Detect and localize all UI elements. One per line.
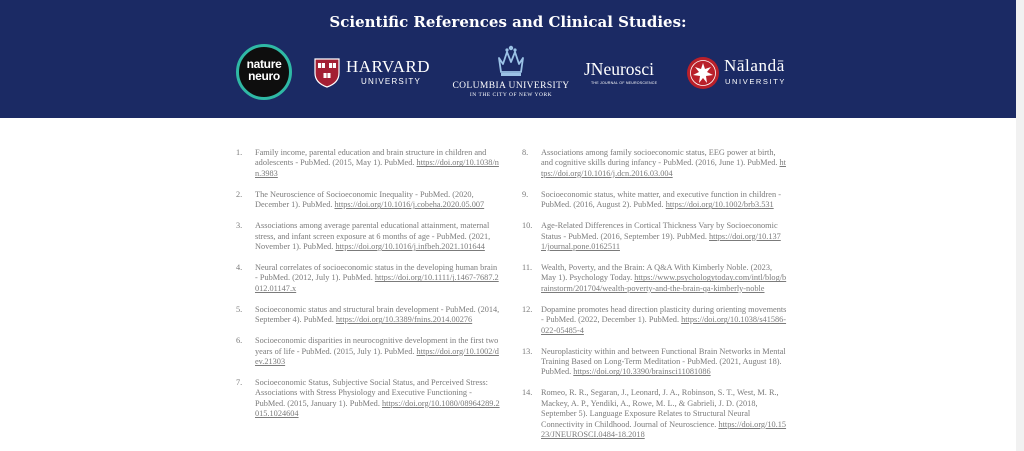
reference-list-right [522,148,787,441]
reference-text: Neural correlates of socioeconomic status in the developing human brain - PubMed. (2012, July 1). PubMed. [255,263,498,283]
harvard-sub: UNIVERSITY [361,77,422,86]
reference-item [522,305,787,336]
reference-link[interactable]: https://doi.org/10.1002/dev.21303 [255,346,499,367]
reference-number: 5. [236,304,243,314]
reference-number: 8. [522,148,529,157]
references-column-right [522,148,787,451]
reference-item [522,221,787,252]
reference-item [236,190,501,211]
reference-number: 9. [522,189,529,199]
reference-item [236,305,501,326]
harvard-logo [314,58,434,90]
reference-link[interactable]: https://doi.org/10.1080/08964289.2015.1024604 [255,398,500,419]
jneurosci-logo [584,60,670,90]
scrollbar-track[interactable] [1016,0,1024,451]
reference-item [236,378,501,420]
reference-text: Socioeconomic status and structural brain development - PubMed. (2014, September 4). PubMed. [255,304,500,325]
reference-text: Socioeconomic disparities in neurocognitive development in the first two years of life - PubMed. (2015, July 1). PubMed. [255,336,499,356]
reference-item [522,148,787,179]
reference-item [236,263,501,294]
reference-link[interactable]: https://doi.org/10.1038/nn.3983 [255,158,499,178]
reference-link[interactable]: https://doi.org/10.1002/brb3.531 [665,200,774,210]
reference-link[interactable]: https://doi.org/10.3390/brainsci11081086 [573,367,711,377]
reference-number: 14. [522,388,533,398]
nalanda-seal-icon [686,56,720,90]
nature-logo-line2: neuro [248,69,280,83]
reference-number: 12. [522,304,533,314]
reference-number: 11. [522,263,533,273]
nalanda-name: Nālandā [724,56,785,75]
nalanda-logo [686,56,790,90]
harvard-name: HARVARD [346,57,431,76]
reference-number: 1. [236,148,243,157]
jneurosci-name: JNeurosci [584,59,654,79]
reference-link[interactable]: https://doi.org/10.3389/fnins.2014.00276 [335,315,473,325]
reference-link[interactable]: https://doi.org/10.1016/j.cobeha.2020.05.007 [334,200,485,210]
reference-item [522,263,787,294]
reference-number: 4. [236,263,243,273]
reference-text: Socioeconomic status, white matter, and executive function in children - PubMed. (2016, August 2). PubMed. [541,189,781,210]
reference-text: Neuroplasticity within and between Functional Brain Networks in Mental Training Based on Long-Term Meditation - PubMed. (2021, August 18). PubMed. [541,346,786,377]
columbia-crown-icon [495,44,527,78]
references-banner [0,0,1016,118]
reference-link[interactable]: https://doi.org/10.1016/j.dcn.2016.03.004 [541,158,786,178]
reference-link[interactable]: https://doi.org/10.1038/s41586-022-05485-4 [541,315,787,335]
reference-text: Wealth, Poverty, and the Brain: A Q&A With Kimberly Noble. (2023, May 1). Psychology Today. [541,263,773,283]
reference-list-left [236,148,501,420]
reference-item [236,148,501,179]
reference-number: 10. [522,221,533,231]
reference-link[interactable]: https://doi.org/10.1523/JNEUROSCI.0484-18.2018 [541,419,787,440]
references-column-left [236,148,501,430]
reference-text: Associations among average parental educational attainment, maternal stress, and infant screen exposure at 6 months of age - PubMed. (2021, November 1). PubMed. [255,221,491,252]
reference-link[interactable]: https://doi.org/10.1371/journal.pone.0162511 [541,231,781,252]
reference-link[interactable]: https://doi.org/10.1111/j.1467-7687.2012.01147.x [255,273,499,293]
reference-item [522,388,787,440]
reference-text: Romeo, R. R., Segaran, J., Leonard, J. A., Robinson, S. T., West, M. R., Mackey, A. P., Yendiki, A., Rowe, M. L., & Gabrieli, J. D. (2018, September 5). Language Exposure Relates to Structural Neural Connectivity in Childhood. Journal of Neuroscience. [541,388,779,429]
nature-logo-line1: nature [246,57,282,71]
columbia-sub: IN THE CITY OF NEW YORK [469,92,553,98]
reference-text: Age-Related Differences in Cortical Thickness Vary by Socioeconomic Status - PubMed. (2016, September 19). PubMed. [541,221,778,241]
references-section [0,118,1016,451]
reference-text: Dopamine promotes head direction plasticity during orienting movements - PubMed. (2022, December 1). PubMed. [541,304,787,325]
reference-item [522,190,787,211]
reference-number: 6. [236,336,243,346]
jneurosci-sub: THE JOURNAL OF NEUROSCIENCE [591,81,658,85]
reference-text: Associations among family socioeconomic status, EEG power at birth, and cognitive skills during infancy - PubMed. (2016, June 1). PubMed. [541,148,778,168]
reference-item [236,221,501,252]
columbia-logo [452,44,570,106]
reference-text: The Neuroscience of Socioeconomic Inequality - PubMed. (2020, December 1). PubMed. [255,189,474,210]
reference-number: 3. [236,221,243,231]
reference-item [522,347,787,378]
reference-text: Socioeconomic Status, Subjective Social Status, and Perceived Stress: Associations with Stress Physiology and Executive Functioning - PubMed. (2015, January 1). PubMed. [255,378,488,408]
nature-neuro-logo [236,44,292,100]
reference-item [236,336,501,367]
reference-link[interactable]: https://www.psychologytoday.com/intl/blog/brainstorm/201704/wealth-poverty-and-the-brain-qa-kimberly-noble [541,273,787,293]
harvard-shield-icon [314,58,340,88]
reference-number: 2. [236,189,243,199]
reference-link[interactable]: https://doi.org/10.1016/j.infbeh.2021.101644 [335,242,485,252]
nalanda-sub: UNIVERSITY [725,77,787,86]
columbia-name: COLUMBIA UNIVERSITY [452,81,570,91]
reference-text: Family income, parental education and brain structure in children and adolescents - PubMed. (2015, May 1). PubMed. [255,148,487,168]
banner-title: Scientific References and Clinical Studies: [329,13,687,31]
reference-number: 13. [522,346,533,356]
reference-number: 7. [236,378,243,388]
